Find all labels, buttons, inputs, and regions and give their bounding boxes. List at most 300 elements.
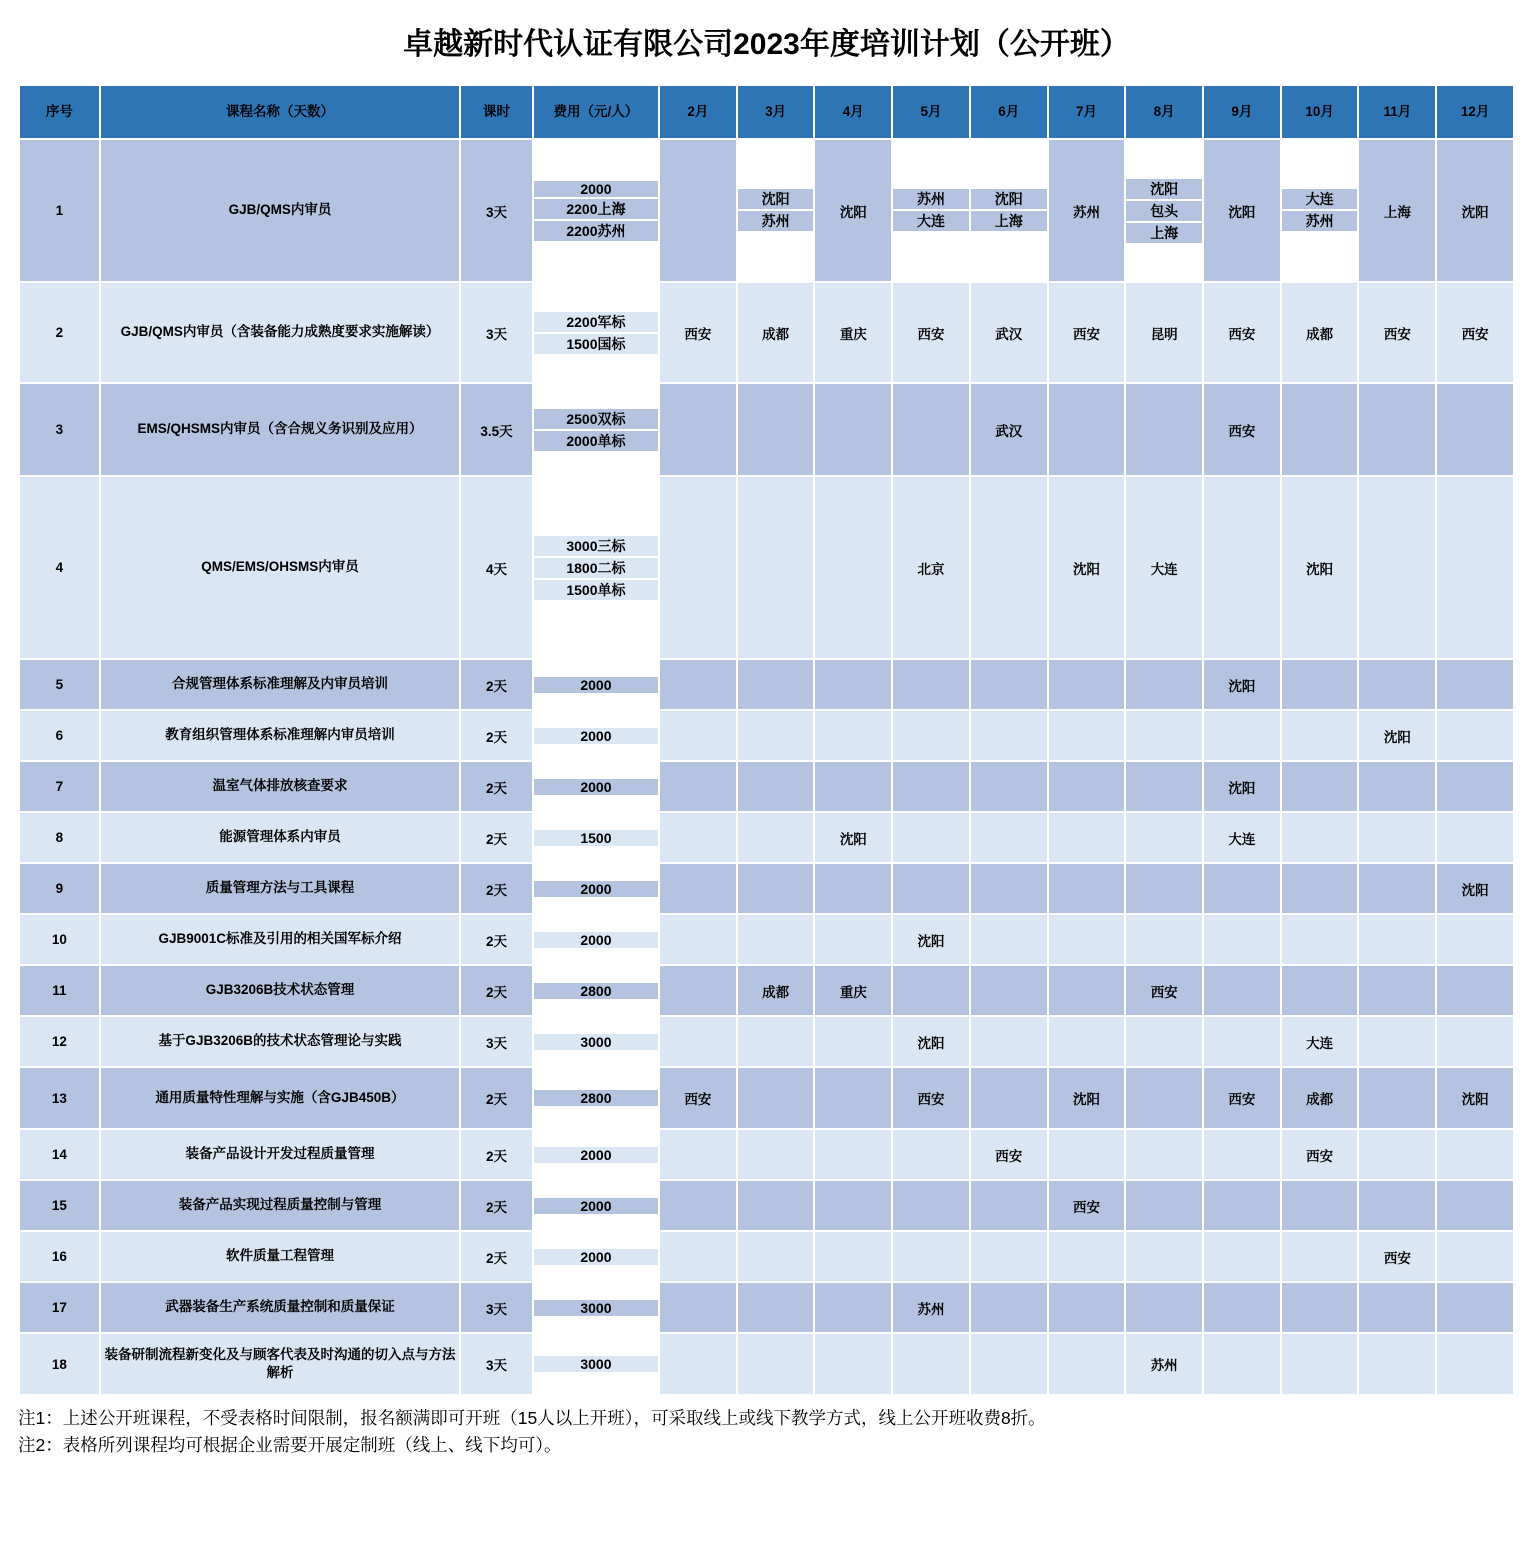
fee-value: 2000 bbox=[534, 932, 658, 948]
table-row bbox=[20, 1017, 1513, 1066]
fee-cell bbox=[534, 762, 658, 811]
table-row bbox=[20, 1068, 1513, 1128]
schedule-city-cell-group bbox=[738, 140, 814, 281]
row-index-cell: 8 bbox=[20, 813, 99, 862]
schedule-city-cell bbox=[1126, 813, 1202, 862]
schedule-city-cell bbox=[815, 477, 891, 658]
row-index-cell: 16 bbox=[20, 1232, 99, 1281]
schedule-city-cell: 西安 bbox=[1204, 1068, 1280, 1128]
schedule-city-cell bbox=[1437, 813, 1513, 862]
schedule-city-cell-group bbox=[893, 140, 969, 281]
schedule-city-cell: 上海 bbox=[1126, 223, 1202, 243]
schedule-city-cell: 沈阳 bbox=[1204, 140, 1280, 281]
schedule-city-cell bbox=[1049, 813, 1125, 862]
schedule-city-cell bbox=[1359, 1017, 1435, 1066]
hours-cell: 3天 bbox=[461, 1283, 532, 1332]
schedule-city-cell bbox=[1359, 864, 1435, 913]
table-body bbox=[20, 140, 1513, 1394]
hours-cell: 2天 bbox=[461, 1068, 532, 1128]
schedule-city-cell bbox=[1359, 477, 1435, 658]
schedule-city-cell bbox=[971, 1283, 1047, 1332]
row-index-cell: 5 bbox=[20, 660, 99, 709]
schedule-city-cell bbox=[1126, 711, 1202, 760]
schedule-city-cell bbox=[738, 660, 814, 709]
column-header-hours: 课时 bbox=[461, 86, 532, 138]
row-index-cell: 7 bbox=[20, 762, 99, 811]
schedule-city-cell bbox=[1126, 660, 1202, 709]
schedule-city-cell bbox=[1437, 1232, 1513, 1281]
hours-cell: 2天 bbox=[461, 1232, 532, 1281]
schedule-city-cell bbox=[893, 762, 969, 811]
schedule-city-cell: 沈阳 bbox=[1282, 477, 1358, 658]
schedule-city-cell bbox=[1126, 762, 1202, 811]
fee-cell bbox=[534, 660, 658, 709]
fee-cell bbox=[534, 1017, 658, 1066]
schedule-city-cell bbox=[1049, 384, 1125, 475]
column-header-month-12: 12月 bbox=[1437, 86, 1513, 138]
column-header-index: 序号 bbox=[20, 86, 99, 138]
schedule-city-cell bbox=[893, 1181, 969, 1230]
table-row bbox=[20, 1130, 1513, 1179]
fee-value: 2000 bbox=[534, 779, 658, 795]
fee-cell bbox=[534, 140, 658, 281]
schedule-city-cell bbox=[1204, 864, 1280, 913]
schedule-city-cell: 重庆 bbox=[815, 966, 891, 1015]
table-row bbox=[20, 711, 1513, 760]
schedule-city-cell bbox=[1204, 915, 1280, 964]
row-index-cell: 6 bbox=[20, 711, 99, 760]
fee-value: 2800 bbox=[534, 1090, 658, 1106]
schedule-city-cell bbox=[660, 864, 736, 913]
schedule-city-cell bbox=[1126, 1232, 1202, 1281]
schedule-city-cell: 上海 bbox=[1359, 140, 1435, 281]
course-name-cell: GJB3206B技术状态管理 bbox=[101, 966, 459, 1015]
schedule-city-cell: 苏州 bbox=[893, 1283, 969, 1332]
schedule-city-cell bbox=[1204, 711, 1280, 760]
course-name-cell: 质量管理方法与工具课程 bbox=[101, 864, 459, 913]
schedule-city-cell: 沈阳 bbox=[738, 189, 814, 209]
schedule-city-cell bbox=[1359, 813, 1435, 862]
schedule-city-cell: 西安 bbox=[1359, 283, 1435, 382]
schedule-city-cell bbox=[1437, 762, 1513, 811]
schedule-city-cell bbox=[1282, 813, 1358, 862]
table-row bbox=[20, 660, 1513, 709]
schedule-city-cell bbox=[815, 1130, 891, 1179]
schedule-city-cell bbox=[1126, 864, 1202, 913]
schedule-city-cell bbox=[815, 1283, 891, 1332]
schedule-city-cell bbox=[738, 1017, 814, 1066]
schedule-city-cell: 苏州 bbox=[1126, 1334, 1202, 1394]
schedule-city-cell: 苏州 bbox=[1282, 211, 1358, 231]
row-index-cell: 13 bbox=[20, 1068, 99, 1128]
schedule-city-cell-group bbox=[1282, 140, 1358, 281]
hours-cell: 2天 bbox=[461, 660, 532, 709]
schedule-city-cell-group bbox=[1126, 140, 1202, 281]
schedule-city-cell bbox=[1359, 1068, 1435, 1128]
schedule-city-cell bbox=[1126, 1068, 1202, 1128]
fee-value: 2000 bbox=[534, 728, 658, 744]
schedule-city-cell: 西安 bbox=[1359, 1232, 1435, 1281]
hours-cell: 3.5天 bbox=[461, 384, 532, 475]
schedule-city-cell: 沈阳 bbox=[1204, 762, 1280, 811]
schedule-city-cell bbox=[815, 1017, 891, 1066]
schedule-city-cell: 武汉 bbox=[971, 283, 1047, 382]
schedule-city-cell: 西安 bbox=[971, 1130, 1047, 1179]
course-name-cell: 装备产品实现过程质量控制与管理 bbox=[101, 1181, 459, 1230]
fee-value: 1800二标 bbox=[534, 558, 658, 578]
fee-value: 2500双标 bbox=[534, 409, 658, 429]
row-index-cell: 14 bbox=[20, 1130, 99, 1179]
schedule-city-cell bbox=[1049, 1130, 1125, 1179]
row-index-cell: 15 bbox=[20, 1181, 99, 1230]
schedule-city-cell bbox=[815, 762, 891, 811]
course-name-cell: 软件质量工程管理 bbox=[101, 1232, 459, 1281]
schedule-city-cell bbox=[660, 1232, 736, 1281]
schedule-city-cell bbox=[893, 1130, 969, 1179]
course-name-cell: GJB9001C标准及引用的相关国军标介绍 bbox=[101, 915, 459, 964]
schedule-city-cell: 沈阳 bbox=[1126, 179, 1202, 199]
schedule-city-cell bbox=[971, 477, 1047, 658]
schedule-city-cell bbox=[1049, 1017, 1125, 1066]
fee-value: 2000 bbox=[534, 1147, 658, 1163]
schedule-city-cell bbox=[1437, 1181, 1513, 1230]
schedule-city-cell: 重庆 bbox=[815, 283, 891, 382]
fee-cell bbox=[534, 813, 658, 862]
schedule-city-cell bbox=[738, 864, 814, 913]
schedule-city-cell bbox=[1359, 660, 1435, 709]
schedule-city-cell bbox=[815, 915, 891, 964]
schedule-city-cell: 武汉 bbox=[971, 384, 1047, 475]
schedule-city-cell bbox=[815, 1334, 891, 1394]
fee-cell bbox=[534, 1130, 658, 1179]
hours-cell: 3天 bbox=[461, 283, 532, 382]
schedule-city-cell: 苏州 bbox=[893, 189, 969, 209]
fee-value: 2200军标 bbox=[534, 312, 658, 332]
schedule-city-cell: 大连 bbox=[1282, 189, 1358, 209]
course-name-cell: GJB/QMS内审员（含装备能力成熟度要求实施解读） bbox=[101, 283, 459, 382]
schedule-city-cell bbox=[1437, 1334, 1513, 1394]
schedule-city-cell bbox=[1049, 915, 1125, 964]
schedule-city-cell bbox=[660, 813, 736, 862]
column-header-month-9: 9月 bbox=[1204, 86, 1280, 138]
schedule-city-cell: 沈阳 bbox=[815, 140, 891, 281]
schedule-city-cell bbox=[738, 384, 814, 475]
schedule-city-cell bbox=[1126, 915, 1202, 964]
schedule-city-cell: 西安 bbox=[1204, 384, 1280, 475]
schedule-city-cell: 西安 bbox=[1049, 1181, 1125, 1230]
fee-cell bbox=[534, 477, 658, 658]
schedule-city-cell bbox=[1437, 1130, 1513, 1179]
schedule-city-cell bbox=[660, 966, 736, 1015]
schedule-city-cell bbox=[971, 1232, 1047, 1281]
schedule-city-cell bbox=[893, 864, 969, 913]
hours-cell: 2天 bbox=[461, 1181, 532, 1230]
schedule-city-cell bbox=[660, 1181, 736, 1230]
schedule-city-cell bbox=[1049, 711, 1125, 760]
row-index-cell: 4 bbox=[20, 477, 99, 658]
schedule-city-cell: 成都 bbox=[1282, 283, 1358, 382]
schedule-city-cell: 沈阳 bbox=[1437, 864, 1513, 913]
table-row bbox=[20, 140, 1513, 281]
table-row bbox=[20, 915, 1513, 964]
schedule-city-cell: 大连 bbox=[1282, 1017, 1358, 1066]
fee-value: 2200上海 bbox=[534, 199, 658, 219]
fee-cell bbox=[534, 384, 658, 475]
course-name-cell: QMS/EMS/OHSMS内审员 bbox=[101, 477, 459, 658]
schedule-city-cell bbox=[1204, 477, 1280, 658]
fee-cell bbox=[534, 966, 658, 1015]
schedule-city-cell bbox=[1049, 1283, 1125, 1332]
schedule-city-cell bbox=[815, 660, 891, 709]
column-header-month-4: 4月 bbox=[815, 86, 891, 138]
row-index-cell: 18 bbox=[20, 1334, 99, 1394]
schedule-city-cell: 大连 bbox=[1204, 813, 1280, 862]
schedule-city-cell bbox=[738, 762, 814, 811]
row-index-cell: 17 bbox=[20, 1283, 99, 1332]
schedule-city-cell bbox=[893, 660, 969, 709]
fee-cell bbox=[534, 915, 658, 964]
schedule-city-cell bbox=[1204, 1232, 1280, 1281]
course-name-cell: 武器装备生产系统质量控制和质量保证 bbox=[101, 1283, 459, 1332]
fee-value: 1500国标 bbox=[534, 334, 658, 354]
schedule-city-cell bbox=[971, 762, 1047, 811]
hours-cell: 2天 bbox=[461, 915, 532, 964]
schedule-city-cell: 沈阳 bbox=[1437, 140, 1513, 281]
table-row bbox=[20, 283, 1513, 382]
schedule-city-cell: 大连 bbox=[1126, 477, 1202, 658]
row-index-cell: 1 bbox=[20, 140, 99, 281]
schedule-city-cell bbox=[1282, 762, 1358, 811]
fee-value: 2000 bbox=[534, 1198, 658, 1214]
schedule-city-cell bbox=[738, 1283, 814, 1332]
header-row bbox=[20, 86, 1513, 138]
fee-value: 3000三标 bbox=[534, 536, 658, 556]
schedule-city-cell: 北京 bbox=[893, 477, 969, 658]
schedule-city-cell bbox=[1049, 1232, 1125, 1281]
schedule-city-cell: 成都 bbox=[738, 966, 814, 1015]
hours-cell: 2天 bbox=[461, 966, 532, 1015]
schedule-city-cell bbox=[1049, 864, 1125, 913]
hours-cell: 2天 bbox=[461, 762, 532, 811]
hours-cell: 2天 bbox=[461, 1130, 532, 1179]
fee-cell bbox=[534, 1283, 658, 1332]
schedule-city-cell bbox=[893, 1232, 969, 1281]
schedule-city-cell bbox=[1126, 1130, 1202, 1179]
course-name-cell: GJB/QMS内审员 bbox=[101, 140, 459, 281]
fee-value: 3000 bbox=[534, 1034, 658, 1050]
course-name-cell: 合规管理体系标准理解及内审员培训 bbox=[101, 660, 459, 709]
schedule-city-cell bbox=[1282, 1181, 1358, 1230]
hours-cell: 3天 bbox=[461, 1334, 532, 1394]
schedule-city-cell bbox=[1126, 1283, 1202, 1332]
schedule-city-cell: 包头 bbox=[1126, 201, 1202, 221]
fee-value: 2000 bbox=[534, 181, 658, 197]
row-index-cell: 2 bbox=[20, 283, 99, 382]
schedule-city-cell bbox=[660, 1130, 736, 1179]
fee-value: 1500 bbox=[534, 830, 658, 846]
fee-cell bbox=[534, 283, 658, 382]
schedule-city-cell bbox=[971, 1181, 1047, 1230]
schedule-city-cell bbox=[815, 864, 891, 913]
schedule-city-cell-group bbox=[971, 140, 1047, 281]
table-row bbox=[20, 1334, 1513, 1394]
hours-cell: 4天 bbox=[461, 477, 532, 658]
schedule-city-cell bbox=[1126, 1017, 1202, 1066]
schedule-city-cell bbox=[660, 384, 736, 475]
course-name-cell: EMS/QHSMS内审员（含合规义务识别及应用） bbox=[101, 384, 459, 475]
schedule-city-cell bbox=[1282, 1283, 1358, 1332]
schedule-city-cell bbox=[738, 477, 814, 658]
schedule-city-cell bbox=[971, 660, 1047, 709]
fee-cell bbox=[534, 1334, 658, 1394]
row-index-cell: 12 bbox=[20, 1017, 99, 1066]
row-index-cell: 11 bbox=[20, 966, 99, 1015]
schedule-city-cell bbox=[971, 711, 1047, 760]
schedule-city-cell bbox=[815, 1068, 891, 1128]
schedule-city-cell bbox=[660, 1283, 736, 1332]
schedule-city-cell bbox=[893, 1334, 969, 1394]
course-name-cell: 基于GJB3206B的技术状态管理论与实践 bbox=[101, 1017, 459, 1066]
column-header-month-2: 2月 bbox=[660, 86, 736, 138]
schedule-city-cell: 西安 bbox=[893, 283, 969, 382]
schedule-city-cell bbox=[660, 140, 736, 281]
schedule-city-cell: 大连 bbox=[893, 211, 969, 231]
fee-value: 2000单标 bbox=[534, 431, 658, 451]
schedule-city-cell bbox=[1437, 711, 1513, 760]
schedule-city-cell bbox=[1359, 1283, 1435, 1332]
schedule-city-cell bbox=[1049, 762, 1125, 811]
row-index-cell: 3 bbox=[20, 384, 99, 475]
schedule-city-cell bbox=[738, 915, 814, 964]
course-name-cell: 通用质量特性理解与实施（含GJB450B） bbox=[101, 1068, 459, 1128]
schedule-city-cell: 苏州 bbox=[738, 211, 814, 231]
schedule-city-cell bbox=[1282, 384, 1358, 475]
row-index-cell: 9 bbox=[20, 864, 99, 913]
fee-cell bbox=[534, 1232, 658, 1281]
schedule-city-cell bbox=[1204, 1283, 1280, 1332]
course-name-cell: 温室气体排放核查要求 bbox=[101, 762, 459, 811]
schedule-city-cell bbox=[1437, 477, 1513, 658]
column-header-month-3: 3月 bbox=[738, 86, 814, 138]
table-row bbox=[20, 384, 1513, 475]
schedule-city-cell bbox=[1204, 1130, 1280, 1179]
table-row bbox=[20, 1232, 1513, 1281]
schedule-city-cell: 沈阳 bbox=[1049, 1068, 1125, 1128]
fee-value: 1500单标 bbox=[534, 580, 658, 600]
course-name-cell: 能源管理体系内审员 bbox=[101, 813, 459, 862]
column-header-fee: 费用（元/人） bbox=[534, 86, 658, 138]
schedule-city-cell bbox=[971, 1068, 1047, 1128]
schedule-city-cell: 沈阳 bbox=[1049, 477, 1125, 658]
schedule-city-cell bbox=[1437, 966, 1513, 1015]
hours-cell: 2天 bbox=[461, 864, 532, 913]
schedule-city-cell bbox=[1359, 966, 1435, 1015]
fee-cell bbox=[534, 1181, 658, 1230]
schedule-city-cell bbox=[1437, 915, 1513, 964]
course-name-cell: 装备产品设计开发过程质量管理 bbox=[101, 1130, 459, 1179]
fee-cell bbox=[534, 1068, 658, 1128]
schedule-city-cell bbox=[971, 915, 1047, 964]
schedule-city-cell: 西安 bbox=[1437, 283, 1513, 382]
schedule-city-cell bbox=[1126, 1181, 1202, 1230]
schedule-city-cell bbox=[1437, 660, 1513, 709]
fee-value: 2000 bbox=[534, 881, 658, 897]
schedule-city-cell bbox=[1437, 1283, 1513, 1332]
schedule-city-cell: 沈阳 bbox=[1204, 660, 1280, 709]
column-header-course: 课程名称（天数） bbox=[101, 86, 459, 138]
schedule-city-cell: 苏州 bbox=[1049, 140, 1125, 281]
schedule-city-cell bbox=[1282, 915, 1358, 964]
column-header-month-8: 8月 bbox=[1126, 86, 1202, 138]
column-header-month-7: 7月 bbox=[1049, 86, 1125, 138]
schedule-city-cell bbox=[738, 1232, 814, 1281]
table-row bbox=[20, 1283, 1513, 1332]
schedule-city-cell bbox=[893, 813, 969, 862]
schedule-city-cell bbox=[738, 1181, 814, 1230]
schedule-city-cell: 成都 bbox=[1282, 1068, 1358, 1128]
footnotes bbox=[18, 1396, 1515, 1459]
table-row bbox=[20, 966, 1513, 1015]
schedule-city-cell bbox=[738, 813, 814, 862]
footnote-1: 注1：上述公开班课程，不受表格时间限制，报名额满即可开班（15人以上开班），可采取线上或线下教学方式，线上公开班收费8折。 bbox=[18, 1408, 1046, 1428]
schedule-city-cell bbox=[893, 966, 969, 1015]
schedule-city-cell bbox=[971, 966, 1047, 1015]
column-header-month-5: 5月 bbox=[893, 86, 969, 138]
fee-value: 2800 bbox=[534, 983, 658, 999]
schedule-city-cell: 沈阳 bbox=[893, 1017, 969, 1066]
schedule-city-cell bbox=[815, 1181, 891, 1230]
schedule-city-cell bbox=[660, 711, 736, 760]
schedule-city-cell: 成都 bbox=[738, 283, 814, 382]
schedule-city-cell: 沈阳 bbox=[893, 915, 969, 964]
schedule-city-cell: 西安 bbox=[1282, 1130, 1358, 1179]
schedule-city-cell bbox=[815, 711, 891, 760]
schedule-city-cell bbox=[1359, 384, 1435, 475]
schedule-city-cell: 沈阳 bbox=[1359, 711, 1435, 760]
schedule-city-cell bbox=[660, 762, 736, 811]
schedule-city-cell bbox=[1359, 1334, 1435, 1394]
schedule-city-cell bbox=[1204, 1334, 1280, 1394]
schedule-city-cell bbox=[1204, 1181, 1280, 1230]
schedule-city-cell bbox=[1282, 711, 1358, 760]
table-row bbox=[20, 762, 1513, 811]
schedule-city-cell bbox=[738, 1068, 814, 1128]
footnote-2: 注2：表格所列课程均可根据企业需要开展定制班（线上、线下均可）。 bbox=[18, 1435, 562, 1456]
schedule-city-cell bbox=[1359, 1130, 1435, 1179]
schedule-city-cell: 沈阳 bbox=[1437, 1068, 1513, 1128]
schedule-city-cell bbox=[1282, 966, 1358, 1015]
fee-value: 2000 bbox=[534, 677, 658, 693]
table-header bbox=[20, 86, 1513, 138]
schedule-city-cell bbox=[1049, 660, 1125, 709]
schedule-city-cell bbox=[893, 384, 969, 475]
fee-value: 3000 bbox=[534, 1300, 658, 1316]
table-row bbox=[20, 813, 1513, 862]
fee-value: 3000 bbox=[534, 1356, 658, 1372]
schedule-city-cell bbox=[1359, 762, 1435, 811]
schedule-city-cell bbox=[1437, 1017, 1513, 1066]
schedule-city-cell bbox=[815, 1232, 891, 1281]
fee-value: 2000 bbox=[534, 1249, 658, 1265]
schedule-city-cell bbox=[660, 1334, 736, 1394]
schedule-city-cell bbox=[893, 711, 969, 760]
schedule-city-cell: 昆明 bbox=[1126, 283, 1202, 382]
schedule-city-cell bbox=[738, 711, 814, 760]
schedule-city-cell bbox=[1282, 864, 1358, 913]
schedule-city-cell bbox=[971, 1334, 1047, 1394]
schedule-city-cell: 沈阳 bbox=[971, 189, 1047, 209]
schedule-city-cell: 沈阳 bbox=[815, 813, 891, 862]
